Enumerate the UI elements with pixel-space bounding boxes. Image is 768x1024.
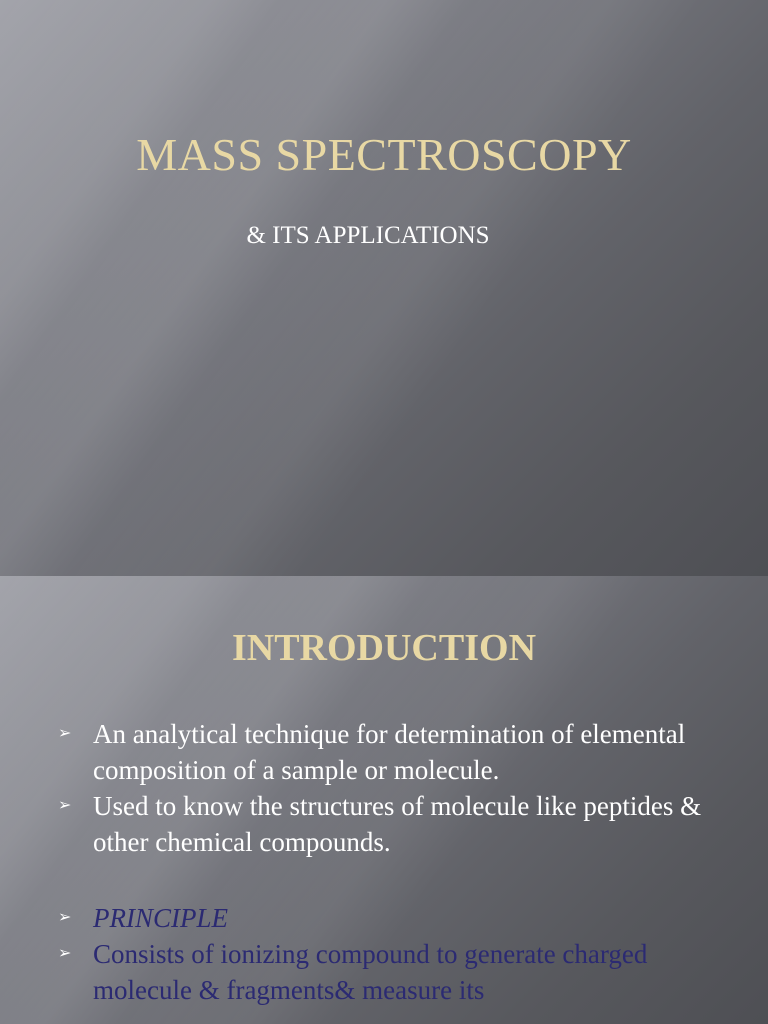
slide-subtitle: & ITS APPLICATIONS (246, 222, 490, 249)
arrow-bullet-icon: ➢ (58, 797, 72, 814)
bullet-text: An analytical technique for determination of elemental composition of a sample or molecule. (93, 719, 686, 785)
slide-introduction (0, 576, 768, 1024)
list-item (58, 716, 748, 788)
arrow-bullet-icon: ➢ (58, 909, 72, 926)
list-item (58, 936, 748, 1008)
arrow-bullet-icon: ➢ (58, 945, 72, 962)
bullet-text: Consists of ionizing compound to generate charged molecule & fragments& measure its (93, 939, 648, 1005)
list-item (58, 900, 748, 936)
slide-title-heading: MASS SPECTROSCOPY (136, 129, 632, 180)
principle-label: PRINCIPLE (93, 903, 228, 933)
arrow-bullet-icon: ➢ (58, 725, 72, 742)
introduction-heading: INTRODUCTION (231, 627, 537, 669)
bullet-text: Used to know the structures of molecule like peptides & other chemical compounds. (93, 791, 702, 857)
list-item (58, 788, 748, 860)
bullet-list (58, 716, 748, 1008)
